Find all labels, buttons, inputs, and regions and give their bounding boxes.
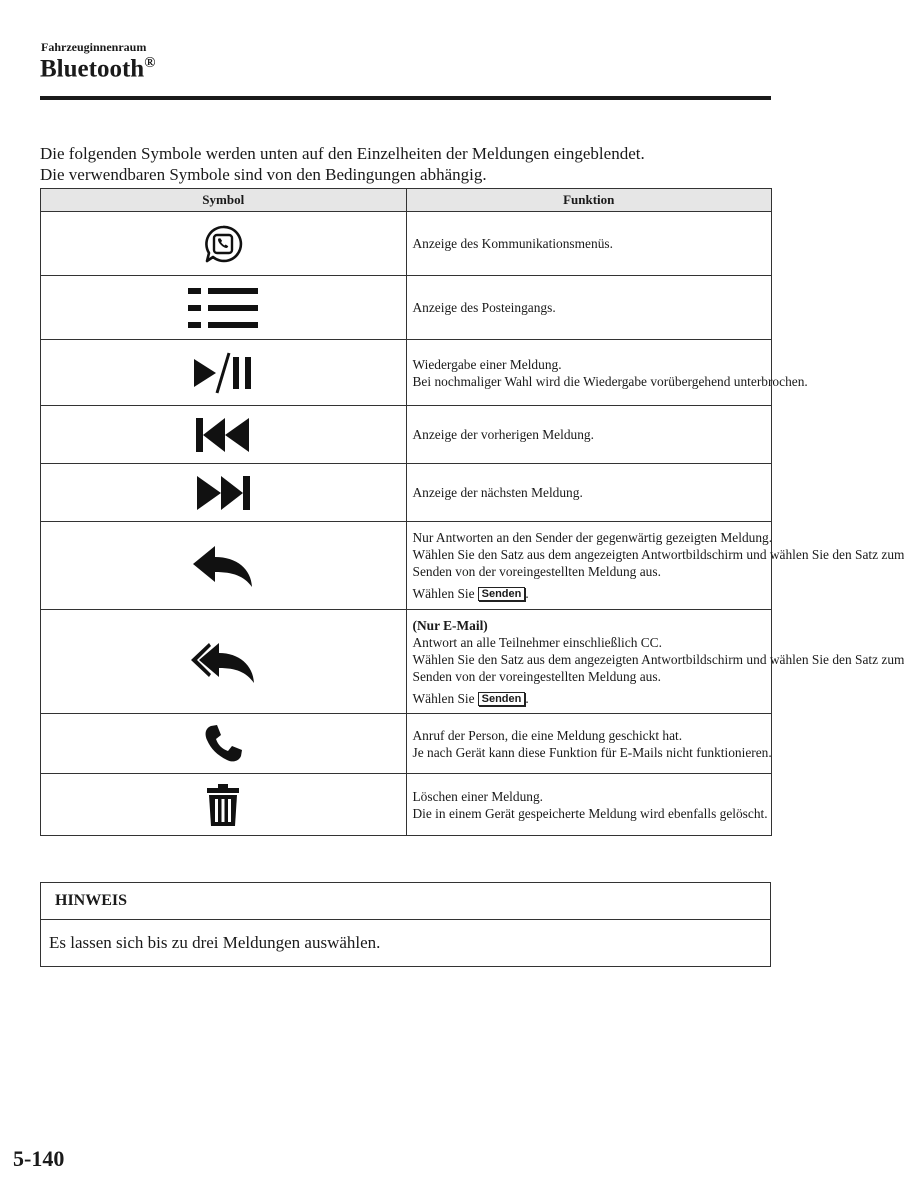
play-pause-icon [41,353,406,393]
table-row [41,276,772,340]
note-box [40,882,771,967]
table-row [41,212,772,276]
symbol-cell [41,464,407,522]
function-text: Wiedergabe einer Meldung. [412,356,562,372]
page-title-text: Bluetooth [40,55,145,83]
symbol-cell [41,610,407,714]
intro-text [40,143,780,185]
table-row [41,774,772,836]
select-suffix: . [525,690,529,706]
symbol-cell [41,340,407,406]
senden-button: Senden [478,692,526,706]
trash-icon [41,783,406,827]
title-rule [40,96,771,100]
symbol-cell [41,276,407,340]
reply-all-icon [41,639,406,685]
function-text: Anruf der Person, die eine Meldung geschickt hat. [412,727,683,743]
inbox-list-icon [41,287,406,329]
function-text: Anzeige des Posteingangs. [412,300,556,315]
table-row [41,340,772,406]
intro-line: Die folgenden Symbole werden unten auf den Einzelheiten der Meldungen eingeblendet. [40,144,645,163]
table-row [41,714,772,774]
function-text: Wählen Sie den Satz aus dem angezeigten Antwortbildschirm und wählen Sie den Satz zum [412,547,904,562]
note-heading: HINWEIS [41,883,770,920]
function-text: Anzeige der vorherigen Meldung. [412,427,594,442]
function-cell [406,212,772,276]
select-prefix: Wählen Sie [412,690,475,706]
function-text: Die in einem Gerät gespeicherte Meldung wird ebenfalls gelöscht. [412,805,768,821]
reply-icon [41,544,406,588]
symbol-cell [41,714,407,774]
function-cell [406,464,772,522]
function-text: Anzeige der nächsten Meldung. [412,485,583,500]
select-suffix: . [525,586,529,601]
function-cell [406,610,904,714]
page-title [40,55,155,83]
function-column-header: Funktion [406,189,772,212]
section-label: Fahrzeuginnenraum [41,40,147,54]
table-header-row [41,189,772,212]
function-text: Löschen einer Meldung. [412,788,544,804]
communication-menu-icon [41,224,406,264]
function-title: (Nur E-Mail) [412,617,488,633]
function-text: Antwort an alle Teilnehmer einschließlich CC. [412,634,662,650]
table-row [41,464,772,522]
symbol-column-header: Symbol [41,189,407,212]
symbol-cell [41,522,407,610]
registered-mark: ® [144,55,156,71]
intro-line: Die verwendbaren Symbole sind von den Bedingungen abhängig. [40,165,487,184]
symbol-cell [41,774,407,836]
select-prefix: Wählen Sie [412,586,475,601]
symbol-table [40,188,904,836]
function-text: Nur Antworten an den Sender der gegenwärtig gezeigten Meldung. [412,530,773,545]
next-message-icon [41,475,406,511]
page-number: 5-140 [13,1146,65,1171]
previous-message-icon [41,417,406,453]
function-cell [406,774,772,836]
function-text: Wählen Sie den Satz aus dem angezeigten Antwortbildschirm und wählen Sie den Satz zum [412,651,904,667]
function-cell [406,714,772,774]
function-text: Je nach Gerät kann diese Funktion für E-Mails nicht funktionieren. [412,744,772,760]
table-row [41,406,772,464]
function-cell [406,406,772,464]
symbol-cell [41,406,407,464]
function-text: Anzeige des Kommunikationsmenüs. [412,236,613,251]
function-text: Senden von der voreingestellten Meldung aus. [412,564,661,579]
function-cell [406,276,772,340]
senden-button: Senden [478,587,526,601]
function-cell [406,522,904,610]
table-row [41,522,772,610]
function-text: Senden von der voreingestellten Meldung aus. [412,668,661,684]
select-instruction [413,690,766,707]
function-text: Bei nochmaliger Wahl wird die Wiedergabe vorübergehend unterbrochen. [412,373,808,389]
select-instruction [413,585,766,602]
note-text: Es lassen sich bis zu drei Meldungen auswählen. [49,933,381,952]
phone-call-icon [41,724,406,764]
table-row [41,610,772,714]
function-cell [406,340,808,406]
symbol-cell [41,212,407,276]
